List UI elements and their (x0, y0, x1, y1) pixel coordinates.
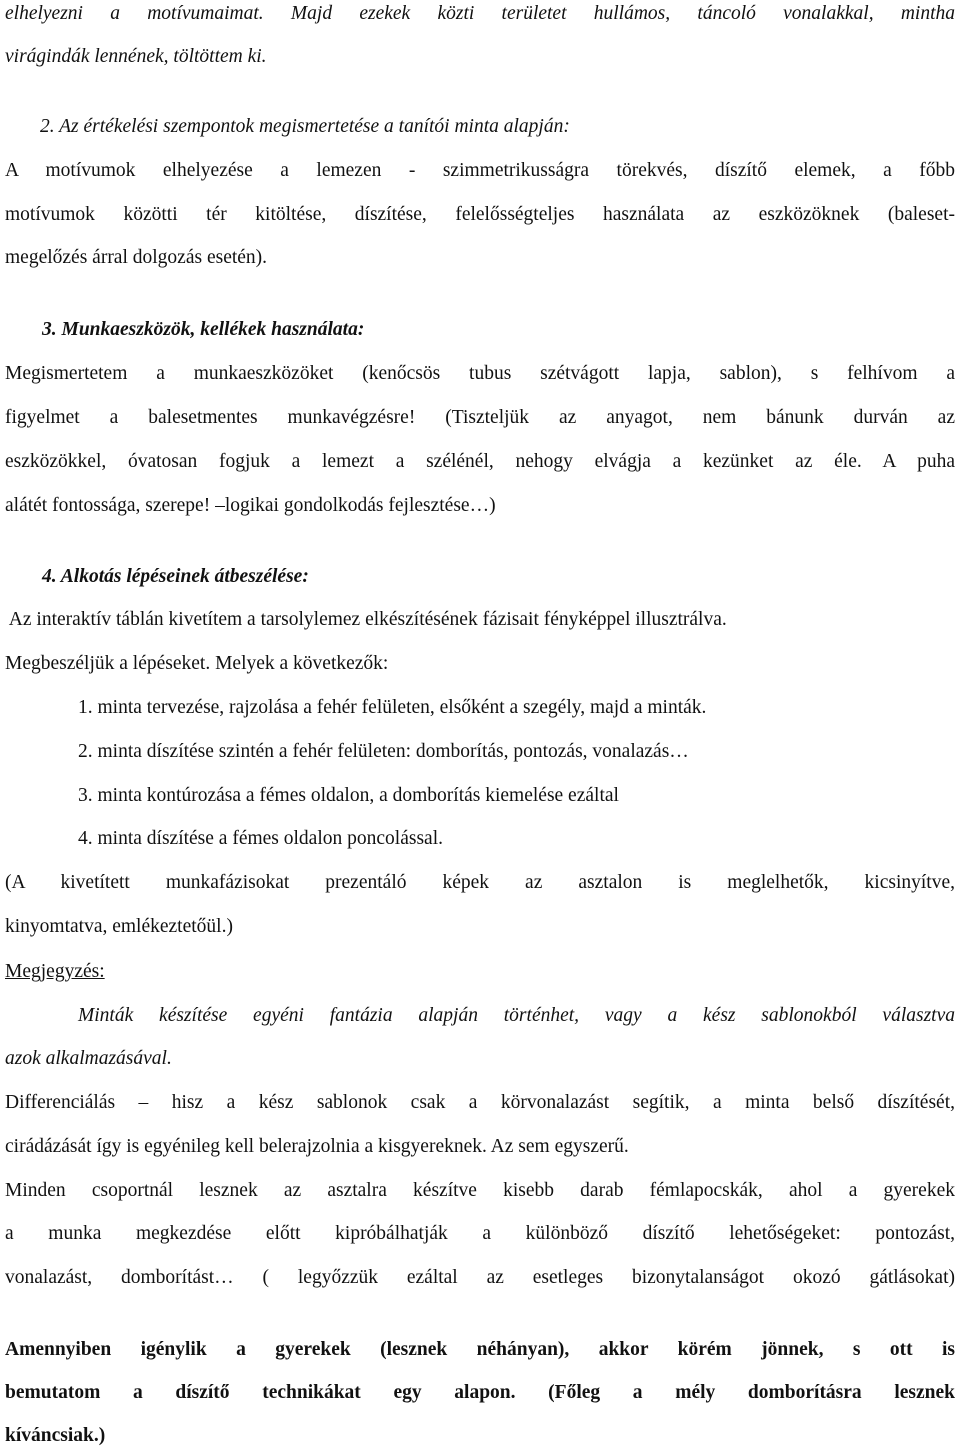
section-3-line-3: eszközökkel, óvatosan fogjuk a lemezt a szélénél, nehogy elvágja a kezünket az éle. A puha (5, 451, 955, 472)
differentiation-line-1: Differenciálás – hisz a kész sablonok csak a körvonalazást segítik, a minta belső díszítését, (5, 1092, 955, 1113)
section-3-line-2: figyelmet a balesetmentes munkavégzésre! (Tiszteljük az anyagot, nem bánunk durván az (5, 407, 955, 428)
section-3-line-4: alátét fontossága, szerepe! –logikai gondolkodás fejlesztése…) (5, 495, 496, 516)
section-3-line-1: Megismertetem a munkaeszközöket (kenőcsös tubus szétvágott lapja, sablon), s felhívom a (5, 363, 955, 384)
group-line-1: Minden csoportnál lesznek az asztalra készítve kisebb darab fémlapocskák, ahol a gyerekek (5, 1180, 955, 1201)
section-2-line-3: megelőzés árral dolgozás esetén). (5, 247, 268, 268)
step-item: 2. minta díszítése szintén a fehér felületen: domborítás, pontozás, vonalazás… (78, 741, 689, 762)
section-2-heading: 2. Az értékelési szempontok megismertetése a tanítói minta alapján: (40, 116, 570, 137)
step-item: 1. minta tervezése, rajzolása a fehér felületen, elsőként a szegély, majd a minták. (78, 697, 707, 718)
differentiation-line-2: cirádázását így is egyénileg kell belerajzolnia a kisgyereknek. Az sem egyszerű. (5, 1136, 629, 1157)
remark-line-2: azok alkalmazásával. (5, 1048, 172, 1069)
section-2-line-2: motívumok közötti tér kitöltése, díszítése, felelősségteljes használata az eszközöknek (baleset- (5, 204, 955, 225)
bold-line-1: Amennyiben igénylik a gyerekek (lesznek néhányan), akkor körém jönnek, s ott is (5, 1339, 955, 1360)
group-line-3: vonalazást, domborítást… ( legyőzzük ezáltal az esetleges bizonytalanságot okozó gátlásokat) (5, 1267, 955, 1288)
note-line-1: (A kivetített munkafázisokat prezentáló képek az asztalon is meglelhetők, kicsinyítve, (5, 872, 955, 893)
step-item: 3. minta kontúrozása a fémes oldalon, a domborítás kiemelése ezáltal (78, 785, 619, 806)
section-4-line-1: Az interaktív táblán kivetítem a tarsolylemez elkészítésének fázisait fényképpel illusztrálva. (5, 609, 727, 630)
remark-label: Megjegyzés: (5, 961, 105, 982)
bold-line-2: bemutatom a díszítő technikákat egy alapon. (Főleg a mély domborításra lesznek (5, 1382, 955, 1403)
intro-line-2: virágindák lennének, töltöttem ki. (5, 46, 267, 67)
intro-line-1: elhelyezni a motívumaimat. Majd ezekek közti területet hullámos, táncoló vonalakkal, mintha (5, 3, 955, 24)
section-4-line-2: Megbeszéljük a lépéseket. Melyek a következők: (5, 653, 389, 674)
note-line-2: kinyomtatva, emlékeztetőül.) (5, 916, 233, 937)
section-3-heading: 3. Munkaeszközök, kellékek használata: (42, 319, 365, 340)
group-line-2: a munka megkezdése előtt kipróbálhatják a különböző díszítő lehetőségeket: pontozást, (5, 1223, 955, 1244)
remark-line-1: Minták készítése egyéni fantázia alapján történhet, vagy a kész sablonokból választva (78, 1005, 955, 1026)
section-2-line-1: A motívumok elhelyezése a lemezen - szimmetrikusságra törekvés, díszítő elemek, a főbb (5, 160, 955, 181)
bold-line-3: kíváncsiak.) (5, 1425, 106, 1446)
section-4-heading: 4. Alkotás lépéseinek átbeszélése: (42, 566, 309, 587)
step-item: 4. minta díszítése a fémes oldalon poncolással. (78, 828, 443, 849)
